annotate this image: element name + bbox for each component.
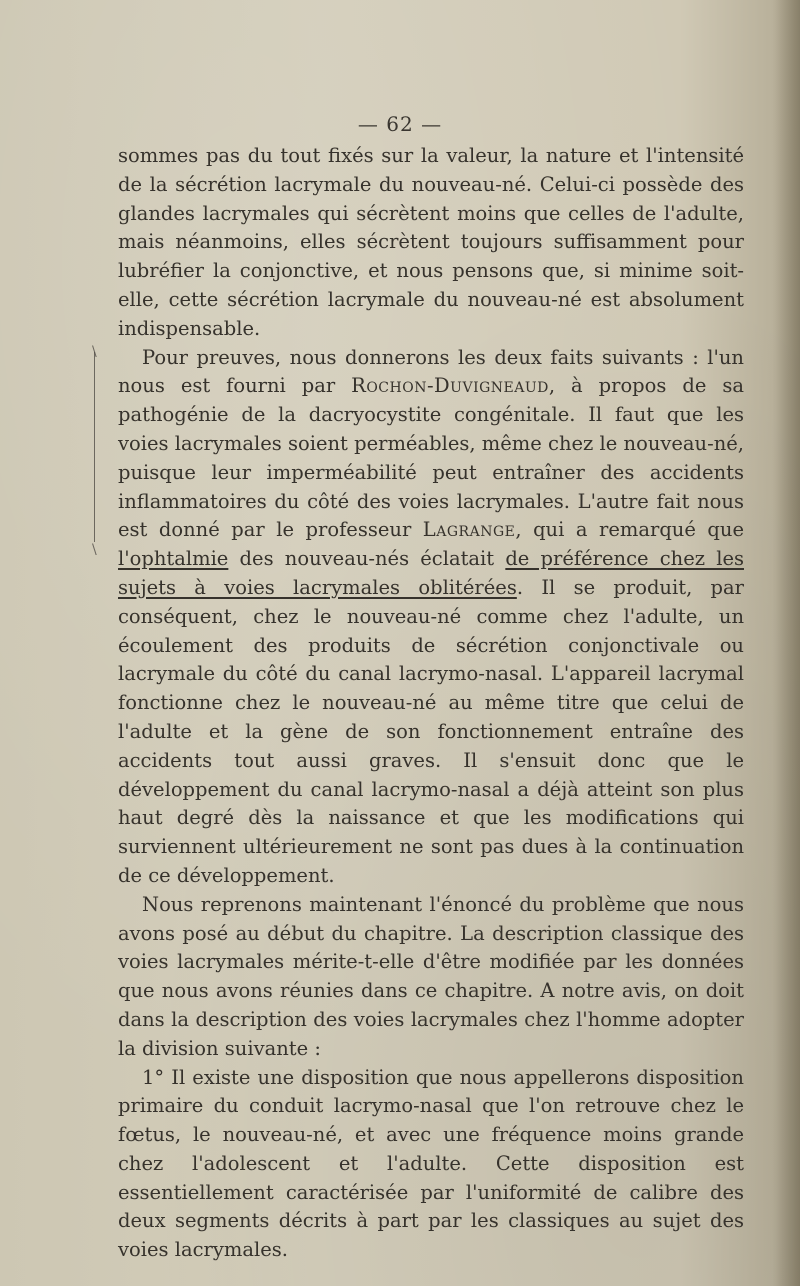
- paragraph-2-text-a: Pour preuves, nous donnerons les deux faits suivants : l'un nous est fourni par: [118, 345, 744, 398]
- underlined-ophtalmie: l'ophtalmie: [118, 547, 229, 571]
- margin-mark-bottom: \: [92, 542, 97, 558]
- paragraph-2-text-b: , à propos de sa pathogénie de la dacryocystite congénitale. Il faut que les voies lacrymales soient perméables, même chez le nouveau-né, puisque leur imperméabilité peut entraîner des accidents inflammatoires du côté des voies lacrymales. L'autre fait nous est donné par le professeur: [118, 374, 744, 542]
- paragraph-2-text-e: . Il se produit, par conséquent, chez le nouveau-né comme chez l'adulte, un écoulement des produits de sécrétion conjonctivale ou lacrymale du côté du canal lacrymo-nasal. L'appareil lacrymal fonctionne chez le nouveau-né au même titre que celui de l'adulte et la gène de son fonctionnement entraîne des accidents tout aussi graves. Il s'ensuit donc que le développement du canal lacrymo-nasal a déjà atteint son plus haut degré dès la naissance et que les modifications qui surviennent ultérieurement ne sont pas dues à la continuation de ce développement.: [118, 575, 744, 887]
- author-name-rochon-duvigneaud: Rochon-Duvigneaud: [351, 374, 549, 398]
- page-number: — 62 —: [357, 112, 443, 136]
- margin-mark-top: \: [92, 344, 97, 360]
- underlined-phrase: de préférence chez les sujets à voies lacrymales oblitérées: [118, 547, 744, 599]
- margin-pencil-line: [94, 352, 107, 542]
- paragraph-2-text-d: des nouveau-nés éclatait: [228, 547, 506, 571]
- paragraph-3: Nous reprenons maintenant l'énoncé du problème que nous avons posé au début du chapitre. La description classique des voies lacrymales mérite-t-elle d'être modifiée par les données que nous avons réunies dans ce chapitre. A notre avis, on doit dans la description des voies lacrymales chez l'homme adopter la division suivante :: [118, 892, 744, 1060]
- paragraph-2-text-c: , qui a remarqué que: [515, 518, 744, 542]
- body-text: [118, 142, 744, 1265]
- paragraph-2: [118, 344, 744, 891]
- paragraph-4: 1° Il existe une disposition que nous appellerons disposition primaire du conduit lacrymo-nasal que l'on retrouve chez le fœtus, le nouveau-né, et avec une fréquence moins grande chez l'adolescent et l'adulte. Cette disposition est essentiellement caractérisée par l'uniformité de calibre des deux segments décrits à part par les classiques au sujet des voies lacrymales.: [118, 1065, 744, 1262]
- page-edge-shadow: [772, 0, 800, 1286]
- paragraph-1: sommes pas du tout fixés sur la valeur, la nature et l'intensité de la sécrétion lacrymale du nouveau-né. Celui-ci possède des glandes lacrymales qui sécrètent moins que celles de l'adulte, mais néanmoins, elles sécrètent toujours suffisamment pour lubréfier la conjonctive, et nous pensons que, si minime soit-elle, cette sécrétion lacrymale du nouveau-né est absolument indispensable.: [118, 144, 744, 340]
- author-name-lagrange: Lagrange: [422, 518, 516, 542]
